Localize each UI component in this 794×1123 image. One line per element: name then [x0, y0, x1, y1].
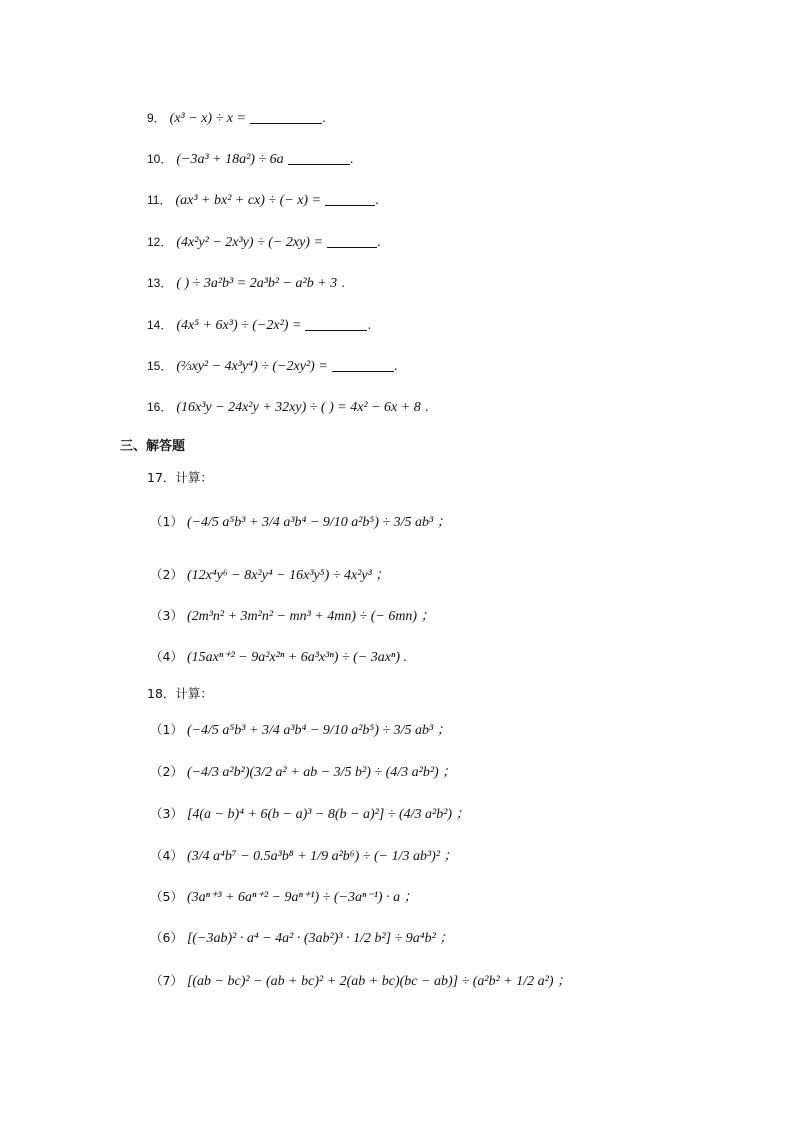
item-label: （2）	[150, 764, 183, 779]
question-tail: .	[367, 317, 372, 332]
question-tail: .	[393, 358, 398, 373]
item-expression: [4(a − b)⁴ + 6(b − a)³ − 8(b − a)²] ÷ (4/3 a²b²) ；	[186, 807, 470, 822]
item-expression: [(−3ab)² · a⁴ − 4a² · (3ab²)³ · 1/2 b²] ÷ 9a⁴b² ；	[186, 931, 454, 946]
item-label: （4）	[150, 649, 183, 664]
item-label: （6）	[150, 930, 183, 945]
question-expression: (⅔xy² − 4x³y⁴) ÷ (−2xy²) =	[176, 359, 328, 374]
question-number: 11．	[147, 193, 172, 207]
item-expression: (12x⁴y⁶ − 8x²y⁴ − 16x³y⁵) ÷ 4x²y³ ；	[186, 568, 390, 583]
question-expression: (ax³ + bx² + cx) ÷ (− x) =	[175, 193, 322, 208]
q18-item-5	[150, 887, 418, 908]
item-label: （3）	[150, 608, 183, 623]
answer-blank[interactable]	[288, 150, 350, 165]
question-18-title: 18．计算：	[147, 686, 213, 701]
q18-item-2	[150, 762, 456, 783]
question-number: 16．	[147, 400, 173, 414]
item-expression: (3/4 a⁴b⁷ − 0.5a³b⁸ + 1/9 a²b⁶) ÷ (− 1/3 ab³)² ；	[186, 849, 458, 864]
question-number: 12．	[147, 235, 173, 249]
question-15	[147, 356, 398, 377]
question-tail: .	[321, 110, 326, 125]
question-14	[147, 315, 371, 336]
q18-item-4	[150, 846, 458, 867]
question-13	[147, 273, 345, 294]
q18-item-7	[150, 971, 571, 992]
item-expression: (−4/5 a⁵b³ + 3/4 a³b⁴ − 9/10 a²b⁵) ÷ 3/5 ab³ ；	[186, 515, 451, 530]
question-expression: (4x⁵ + 6x³) ÷ (−2x²) =	[176, 318, 302, 333]
item-expression: (−4/5 a⁵b³ + 3/4 a³b⁴ − 9/10 a²b⁵) ÷ 3/5 ab³ ；	[186, 723, 451, 738]
item-expression: (−4/3 a²b²)(3/2 a² + ab − 3/5 b²) ÷ (4/3 a²b²) ；	[186, 765, 457, 780]
q18-item-3	[150, 804, 470, 825]
question-expression: (4x²y² − 2x³y) ÷ (− 2xy) =	[176, 235, 323, 250]
question-expression: (x³ − x) ÷ x =	[169, 111, 246, 126]
question-tail: .	[424, 399, 429, 414]
item-label: （5）	[150, 889, 183, 904]
q17-item-1	[150, 512, 451, 533]
answer-blank[interactable]	[332, 357, 394, 372]
q17-item-3	[150, 606, 435, 627]
answer-blank[interactable]	[327, 233, 377, 248]
q18-item-6	[150, 928, 453, 949]
question-expression: (16x³y − 24x²y + 32xy) ÷ ( ) = 4x² − 6x + 8	[176, 400, 421, 415]
question-number: 10．	[147, 152, 173, 166]
question-tail: .	[376, 234, 381, 249]
question-12	[147, 232, 381, 253]
item-label: （1）	[150, 722, 183, 737]
q18-item-1	[150, 720, 451, 741]
question-11	[147, 190, 379, 211]
question-number: 15．	[147, 359, 173, 373]
section-heading: 三、解答题	[120, 439, 186, 454]
question-9	[147, 108, 326, 129]
item-label: （7）	[150, 973, 183, 988]
answer-blank[interactable]	[250, 109, 322, 124]
item-expression: (15axⁿ⁺² − 9a²x²ⁿ + 6a³x³ⁿ) ÷ (− 3axⁿ) .	[186, 650, 407, 665]
answer-blank[interactable]	[305, 316, 367, 331]
item-label: （1）	[150, 514, 183, 529]
question-number: 14．	[147, 318, 173, 332]
item-expression: (3aⁿ⁺³ + 6aⁿ⁺² − 9aⁿ⁺¹) ÷ (−3aⁿ⁻¹) · a ；	[186, 890, 418, 905]
question-number: 13．	[147, 276, 173, 290]
q17-item-2	[150, 565, 389, 586]
item-expression: [(ab − bc)² − (ab + bc)² + 2(ab + bc)(bc − ab)] ÷ (a²b² + 1/2 a²) ；	[186, 974, 572, 989]
question-number: 9．	[147, 111, 166, 125]
question-10	[147, 149, 354, 170]
item-expression: (2m³n² + 3m²n² − mn³ + 4mn) ÷ (− 6mn) ；	[186, 609, 435, 624]
question-tail: .	[375, 192, 380, 207]
question-tail: .	[341, 275, 346, 290]
question-17-title: 17．计算：	[147, 470, 213, 485]
q17-item-4	[150, 647, 407, 668]
question-expression: ( ) ÷ 3a²b³ = 2a³b² − a²b + 3	[176, 276, 338, 291]
item-label: （2）	[150, 567, 183, 582]
item-label: （4）	[150, 848, 183, 863]
question-16	[147, 397, 429, 418]
question-expression: (−3a³ + 18a²) ÷ 6a	[176, 152, 284, 167]
answer-blank[interactable]	[325, 191, 375, 206]
item-label: （3）	[150, 806, 183, 821]
question-tail: .	[349, 151, 354, 166]
